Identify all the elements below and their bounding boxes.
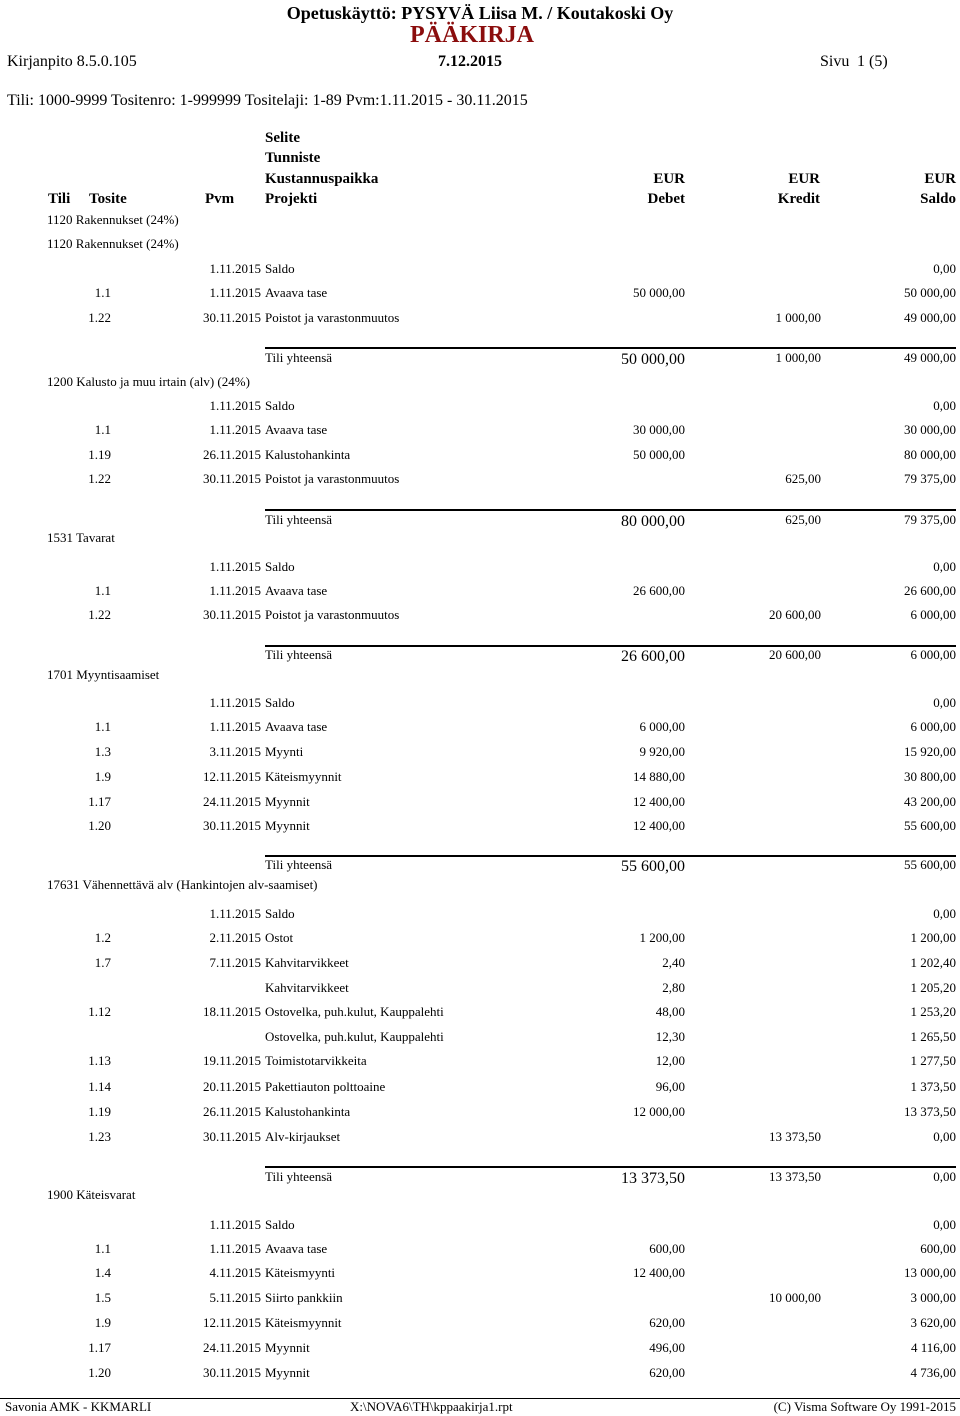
entry-tosite: 1.22	[88, 607, 111, 622]
entry-debet: 620,00	[649, 1315, 685, 1330]
footer-right: (C) Visma Software Oy 1991-2015	[773, 1399, 956, 1414]
total-saldo: 79 375,00	[904, 512, 956, 527]
entry-date: 12.11.2015	[202, 769, 261, 784]
entry-description: Poistot ja varastonmuutos	[265, 310, 400, 325]
entry-description: Saldo	[265, 261, 295, 276]
total-label: Tili yhteensä	[265, 512, 333, 527]
entry-description: Saldo	[265, 1217, 295, 1232]
entry-description: Käteismyynnit	[265, 1315, 342, 1330]
total-saldo: 0,00	[933, 1169, 956, 1184]
entry-tosite: 1.5	[94, 1290, 111, 1305]
entry-saldo: 30 000,00	[904, 422, 956, 437]
entry-saldo: 0,00	[933, 261, 956, 276]
total-divider	[265, 1166, 956, 1168]
entry-date: 1.11.2015	[209, 583, 261, 598]
entry-date: 30.11.2015	[202, 310, 261, 325]
col-kredit: Kredit	[777, 191, 820, 207]
entry-saldo: 6 000,00	[910, 607, 956, 622]
entry-description: Avaava tase	[265, 1241, 328, 1256]
entry-date: 12.11.2015	[202, 1315, 261, 1330]
entry-saldo: 1 202,40	[910, 955, 956, 970]
entry-tosite: 1.1	[94, 422, 111, 437]
entry-debet: 12,30	[655, 1029, 685, 1044]
report-title: PÄÄKIRJA	[410, 22, 534, 48]
entry-tosite: 1.22	[88, 471, 111, 486]
account-heading: 17631 Vähennettävä alv (Hankintojen alv-saamiset)	[47, 877, 318, 892]
entry-tosite: 1.3	[94, 744, 111, 759]
entry-tosite: 1.4	[94, 1265, 111, 1280]
entry-description: Käteismyynti	[265, 1265, 336, 1280]
entry-description: Ostovelka, puh.kulut, Kauppalehti	[265, 1029, 444, 1044]
entry-debet: 12,00	[655, 1053, 685, 1068]
page-label: Sivu	[820, 53, 850, 70]
entry-tosite: 1.19	[88, 447, 111, 462]
software-version: Kirjanpito 8.5.0.105	[7, 53, 137, 70]
entry-tosite: 1.20	[88, 1365, 111, 1380]
entry-date: 30.11.2015	[202, 1365, 261, 1380]
col-tunniste: Tunniste	[265, 150, 321, 166]
total-divider	[265, 645, 956, 647]
entry-date: 24.11.2015	[202, 794, 261, 809]
entry-saldo: 0,00	[933, 1217, 956, 1232]
total-kredit: 20 600,00	[769, 647, 821, 662]
entry-description: Siirto pankkiin	[265, 1290, 343, 1305]
total-divider	[265, 509, 956, 511]
entry-saldo: 1 253,20	[910, 1004, 956, 1019]
entry-kredit: 20 600,00	[769, 607, 821, 622]
entry-saldo: 79 375,00	[904, 471, 956, 486]
col-saldo: Saldo	[920, 191, 956, 207]
entry-date: 5.11.2015	[209, 1290, 261, 1305]
entry-debet: 12 000,00	[633, 1104, 685, 1119]
col-tosite: Tosite	[89, 191, 127, 207]
entry-tosite: 1.17	[88, 794, 111, 809]
company-name: Opetuskäyttö: PYSYVÄ Liisa M. / Koutakoski Oy	[286, 3, 674, 23]
total-divider	[265, 347, 956, 349]
entry-saldo: 55 600,00	[904, 818, 956, 833]
col-debet: Debet	[647, 191, 685, 207]
entry-saldo: 4 736,00	[910, 1365, 956, 1380]
entry-description: Saldo	[265, 906, 295, 921]
entry-saldo: 0,00	[933, 1129, 956, 1144]
col-selite: Selite	[265, 130, 300, 146]
entry-description: Kahvitarvikkeet	[265, 980, 349, 995]
entry-saldo: 43 200,00	[904, 794, 956, 809]
entry-saldo: 30 800,00	[904, 769, 956, 784]
entry-debet: 6 000,00	[639, 719, 685, 734]
entry-debet: 50 000,00	[633, 285, 685, 300]
entry-debet: 14 880,00	[633, 769, 685, 784]
account-heading: 1120 Rakennukset (24%)	[47, 212, 179, 227]
entry-debet: 2,80	[662, 980, 685, 995]
entry-description: Alv-kirjaukset	[265, 1129, 341, 1144]
entry-saldo: 26 600,00	[904, 583, 956, 598]
entry-date: 4.11.2015	[209, 1265, 261, 1280]
col-saldo-currency: EUR	[924, 171, 956, 187]
entry-debet: 600,00	[649, 1241, 685, 1256]
entry-debet: 30 000,00	[633, 422, 685, 437]
entry-saldo: 1 200,00	[910, 930, 956, 945]
entry-debet: 50 000,00	[633, 447, 685, 462]
col-tili: Tili	[48, 191, 71, 207]
entry-saldo: 600,00	[920, 1241, 956, 1256]
entry-tosite: 1.12	[88, 1004, 111, 1019]
entry-description: Myynnit	[265, 1340, 310, 1355]
entry-tosite: 1.7	[94, 955, 111, 970]
entry-saldo: 4 116,00	[910, 1340, 956, 1355]
entry-saldo: 1 373,50	[910, 1079, 956, 1094]
entry-description: Käteismyynnit	[265, 769, 342, 784]
total-kredit: 13 373,50	[769, 1169, 821, 1184]
entry-saldo: 13 373,50	[904, 1104, 956, 1119]
entry-date: 30.11.2015	[202, 1129, 261, 1144]
entry-date: 30.11.2015	[202, 607, 261, 622]
entry-date: 30.11.2015	[202, 818, 261, 833]
col-debet-currency: EUR	[653, 171, 685, 187]
entry-debet: 9 920,00	[639, 744, 685, 759]
entry-saldo: 50 000,00	[904, 285, 956, 300]
col-projekti: Projekti	[265, 191, 318, 207]
entry-description: Toimistotarvikkeita	[265, 1053, 367, 1068]
entry-date: 1.11.2015	[209, 1217, 261, 1232]
entry-tosite: 1.14	[88, 1079, 111, 1094]
entry-debet: 48,00	[655, 1004, 685, 1019]
entry-saldo: 13 000,00	[904, 1265, 956, 1280]
entry-date: 19.11.2015	[202, 1053, 261, 1068]
entry-tosite: 1.1	[94, 285, 111, 300]
page-number: 1 (5)	[857, 53, 888, 70]
entry-debet: 620,00	[649, 1365, 685, 1380]
account-heading: 1120 Rakennukset (24%)	[47, 236, 179, 251]
footer-center: X:\NOVA6\TH\kppaakirja1.rpt	[350, 1399, 513, 1414]
entry-saldo: 0,00	[933, 906, 956, 921]
entry-date: 1.11.2015	[209, 695, 261, 710]
entry-tosite: 1.13	[88, 1053, 111, 1068]
entry-description: Avaava tase	[265, 285, 328, 300]
entry-debet: 12 400,00	[633, 794, 685, 809]
total-saldo: 6 000,00	[910, 647, 956, 662]
entry-date: 24.11.2015	[202, 1340, 261, 1355]
entry-date: 1.11.2015	[209, 285, 261, 300]
total-debet: 80 000,00	[621, 513, 685, 530]
entry-description: Avaava tase	[265, 583, 328, 598]
entry-date: 1.11.2015	[209, 719, 261, 734]
total-debet: 13 373,50	[621, 1170, 685, 1187]
entry-debet: 12 400,00	[633, 818, 685, 833]
entry-saldo: 80 000,00	[904, 447, 956, 462]
entry-description: Myynnit	[265, 818, 310, 833]
entry-saldo: 1 277,50	[910, 1053, 956, 1068]
total-debet: 50 000,00	[621, 351, 685, 368]
total-debet: 55 600,00	[621, 858, 685, 875]
entry-saldo: 0,00	[933, 559, 956, 574]
col-pvm: Pvm	[205, 191, 235, 207]
entry-description: Avaava tase	[265, 422, 328, 437]
entry-tosite: 1.22	[88, 310, 111, 325]
entry-saldo: 1 265,50	[910, 1029, 956, 1044]
entry-date: 1.11.2015	[209, 1241, 261, 1256]
entry-description: Myynnit	[265, 1365, 310, 1380]
entry-saldo: 3 620,00	[910, 1315, 956, 1330]
total-kredit: 625,00	[785, 512, 821, 527]
entry-saldo: 49 000,00	[904, 310, 956, 325]
total-saldo: 55 600,00	[904, 857, 956, 872]
entry-description: Saldo	[265, 398, 295, 413]
entry-date: 1.11.2015	[209, 261, 261, 276]
entry-date: 26.11.2015	[202, 1104, 261, 1119]
entry-description: Saldo	[265, 695, 295, 710]
total-divider	[265, 855, 956, 857]
entry-tosite: 1.1	[94, 583, 111, 598]
entry-debet: 96,00	[655, 1079, 685, 1094]
entry-saldo: 0,00	[933, 398, 956, 413]
entry-tosite: 1.17	[88, 1340, 111, 1355]
entry-saldo: 0,00	[933, 695, 956, 710]
entry-description: Pakettiauton polttoaine	[265, 1079, 386, 1094]
entry-date: 20.11.2015	[202, 1079, 261, 1094]
total-label: Tili yhteensä	[265, 857, 333, 872]
entry-tosite: 1.1	[94, 719, 111, 734]
entry-tosite: 1.19	[88, 1104, 111, 1119]
entry-date: 30.11.2015	[202, 471, 261, 486]
entry-description: Avaava tase	[265, 719, 328, 734]
entry-kredit: 13 373,50	[769, 1129, 821, 1144]
account-heading: 1701 Myyntisaamiset	[47, 667, 160, 682]
entry-debet: 12 400,00	[633, 1265, 685, 1280]
entry-description: Ostovelka, puh.kulut, Kauppalehti	[265, 1004, 444, 1019]
entry-tosite: 1.9	[94, 1315, 111, 1330]
entry-description: Kalustohankinta	[265, 447, 351, 462]
entry-kredit: 625,00	[785, 471, 821, 486]
entry-tosite: 1.2	[94, 930, 111, 945]
entry-debet: 26 600,00	[633, 583, 685, 598]
entry-date: 2.11.2015	[209, 930, 261, 945]
entry-date: 1.11.2015	[209, 559, 261, 574]
entry-tosite: 1.1	[94, 1241, 111, 1256]
entry-debet: 1 200,00	[639, 930, 685, 945]
entry-kredit: 1 000,00	[775, 310, 821, 325]
col-kustannuspaikka: Kustannuspaikka	[265, 171, 379, 187]
entry-debet: 496,00	[649, 1340, 685, 1355]
total-label: Tili yhteensä	[265, 1169, 333, 1184]
entry-description: Kahvitarvikkeet	[265, 955, 349, 970]
entry-saldo: 3 000,00	[910, 1290, 956, 1305]
account-heading: 1200 Kalusto ja muu irtain (alv) (24%)	[47, 374, 250, 389]
entry-saldo: 15 920,00	[904, 744, 956, 759]
entry-description: Myynnit	[265, 794, 310, 809]
footer-left: Savonia AMK - KKMARLI	[5, 1399, 152, 1414]
total-label: Tili yhteensä	[265, 647, 333, 662]
account-heading: 1900 Käteisvarat	[47, 1187, 136, 1202]
account-heading: 1531 Tavarat	[47, 530, 115, 545]
entry-description: Saldo	[265, 559, 295, 574]
total-saldo: 49 000,00	[904, 350, 956, 365]
entry-saldo: 6 000,00	[910, 719, 956, 734]
total-label: Tili yhteensä	[265, 350, 333, 365]
entry-date: 1.11.2015	[209, 398, 261, 413]
print-date: 7.12.2015	[438, 53, 502, 70]
total-debet: 26 600,00	[621, 648, 685, 665]
entry-tosite: 1.23	[88, 1129, 111, 1144]
entry-kredit: 10 000,00	[769, 1290, 821, 1305]
entry-description: Poistot ja varastonmuutos	[265, 471, 400, 486]
entry-date: 18.11.2015	[202, 1004, 261, 1019]
entry-description: Poistot ja varastonmuutos	[265, 607, 400, 622]
report-filter: Tili: 1000-9999 Tositenro: 1-999999 Tositelaji: 1-89 Pvm:1.11.2015 - 30.11.2015	[7, 92, 528, 109]
entry-debet: 2,40	[662, 955, 685, 970]
entry-description: Kalustohankinta	[265, 1104, 351, 1119]
entry-tosite: 1.20	[88, 818, 111, 833]
entry-description: Myynti	[265, 744, 304, 759]
entry-tosite: 1.9	[94, 769, 111, 784]
entry-date: 1.11.2015	[209, 906, 261, 921]
entry-date: 7.11.2015	[209, 955, 261, 970]
entry-date: 26.11.2015	[202, 447, 261, 462]
entry-description: Ostot	[265, 930, 294, 945]
entry-date: 3.11.2015	[209, 744, 261, 759]
entry-saldo: 1 205,20	[910, 980, 956, 995]
col-kredit-currency: EUR	[788, 171, 820, 187]
total-kredit: 1 000,00	[775, 350, 821, 365]
entry-date: 1.11.2015	[209, 422, 261, 437]
